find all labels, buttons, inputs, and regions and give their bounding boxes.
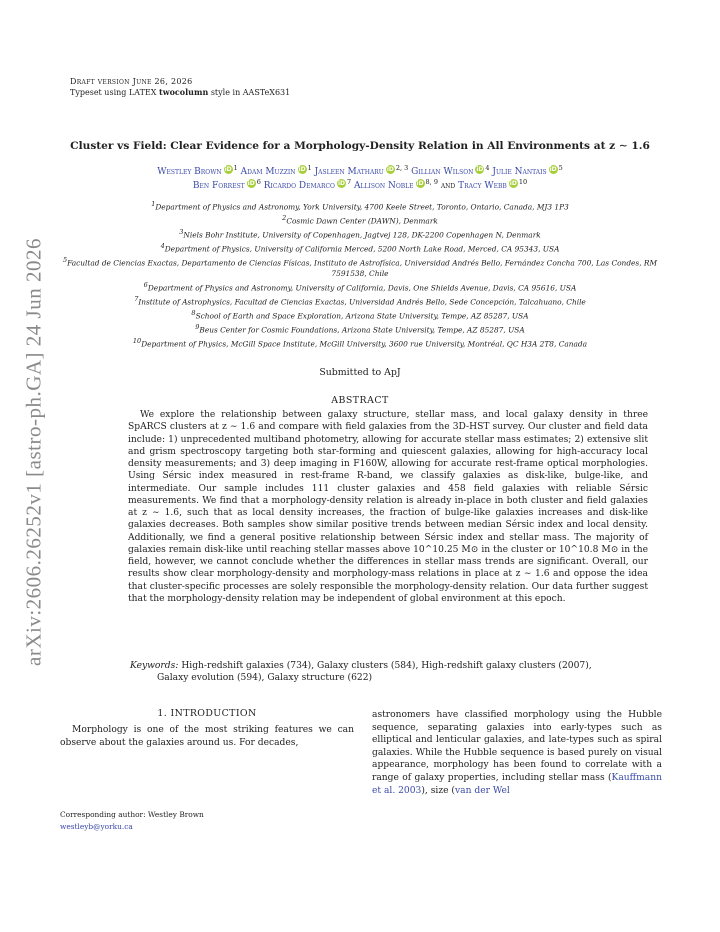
affiliation: $^6$Department of Physics and Astronomy, University of California, Davis, One Shields Avenue, Davis, CA 95616, USA [143,280,577,293]
author-affil-sup: 8, 9 [425,178,438,186]
intro-right-text: ), size ( [421,785,455,796]
orcid-icon[interactable]: iD [476,166,484,173]
corresponding-author: Corresponding author: Westley Brown [60,810,204,819]
affiliation: $^2$Cosmic Dawn Center (DAWN), Denmark [282,214,438,226]
affiliation-list [52,199,668,350]
intro-paragraph-left: Morphology is one of the most striking features we can observe about the galaxies around us. For decades, [60,725,354,748]
orcid-icon[interactable]: iD [247,180,255,187]
author-name[interactable]: Ricardo Demarco [263,181,335,191]
author-name[interactable]: Westley Brown [157,167,222,177]
draft-date: June 26, 2026 [132,77,193,86]
affiliation: $^9$Beus Center for Cosmic Foundations, Arizona State University, Tempe, AZ 85287, USA [195,323,525,335]
section-heading-introduction: 1. INTRODUCTION [157,708,257,719]
typeset-text: Typeset using LATEX [70,88,157,97]
paper-title: Cluster vs Field: Clear Evidence for a Morphology-Density Relation in All Environments at z ∼ 1.6 [70,140,650,152]
abstract-heading: ABSTRACT [331,395,389,406]
draft-label: Draft version [70,77,130,86]
affiliation: $^3$Niels Bohr Institute, University of Copenhagen, Jagtvej 128, DK-2200 Copenhagen N, Denmark [179,228,541,240]
keywords-block [130,660,650,685]
author-name[interactable]: Allison Noble [354,181,414,191]
author-name[interactable]: Ben Forrest [192,181,245,191]
author-name[interactable]: Julie Nantais [492,167,547,177]
arxiv-sidebar [0,0,60,932]
author-name[interactable]: Adam Muzzin [240,167,296,177]
author-list-line-2 [60,178,660,191]
intro-right-text: astronomers have classified morphology using the Hubble sequence, separating galaxies into early-types such as elliptical and lenticular galaxies, and late-types such as spiral galaxies. While the Hubble sequence is based purely on visual appearance, morphology has been found to correlate with a range of galaxy properties, including stellar mass ( [372,710,662,783]
author-name[interactable]: Gillian Wilson [411,167,474,177]
typeset-style: twocolumn [159,87,209,97]
abstract-body: We explore the relationship between galaxy structure, stellar mass, and local galaxy density in three SpARCS clusters at z ∼ 1.6 and compare with field galaxies from the 3D-HST survey. Our cluster and field data include: 1) unprecedented multiband photometry, allowing for accurate stellar mass estimates; 2) extensive slit and grism spectroscopy targeting both star-forming and quiescent galaxies, allowing for high-accuracy local density measurements; and 3) deep imaging in F160W, allowing for accurate rest-frame optical morphologies. Using Sérsic index measured in rest-frame R-band, we classify galaxies as disk-like, bulge-like, and intermediate. Our sample includes 111 cluster galaxies and 458 field galaxies with reliable Sérsic measurements. We find that a morphology-density relation is already in-place in both cluster and field galaxies at z ∼ 1.6, such that as local density increases, the fraction of bulge-like galaxies increases and disk-like galaxies decreases. Both samples show similar positive trends between median Sérsic index and local density. Additionally, we find a general positive relationship between Sérsic index and stellar mass. The majority of galaxies remain disk-like until reaching stellar masses above 10^10.25 M⊙ in the cluster or 10^10.8 M⊙ in the field, however, we cannot conclude whether the differences in stellar mass trends are significant. Overall, our results show clear morphology-density and morphology-mass relations in place at z ∼ 1.6 and oppose the idea that cluster-specific processes are solely responsible the morphology-density relation. Our data further suggest that the morphology-density relation may be independent of global environment at this epoch. [128,410,648,604]
typeset-tail: style in AASTeX631 [210,88,291,97]
author-name[interactable]: Tracy Webb [458,181,507,191]
keywords-label: Keywords: [130,661,179,671]
author-affil-sup: 1 [307,164,312,172]
author-name[interactable]: Jasleen Matharu [314,167,384,177]
orcid-icon[interactable]: iD [386,166,394,173]
submitted-note: Submitted to ApJ [319,367,401,378]
affiliation: $^4$Department of Physics, University of California Merced, 5200 North Lake Road, Merced, CA 95343, USA [160,242,560,254]
affiliation: $^8$School of Earth and Space Exploration, Arizona State University, Tempe, AZ 85287, USA [191,309,529,321]
orcid-icon[interactable]: iD [509,180,517,187]
orcid-icon[interactable]: iD [549,166,557,173]
intro-paragraph-right [372,709,662,797]
author-affil-sup: 7 [346,178,352,186]
affiliation: $^{10}$Department of Physics, McGill Space Institute, McGill University, 3600 rue University, Montréal, QC H3A 2T8, Canada [132,337,588,349]
author-affil-sup: 4 [485,164,490,172]
orcid-icon[interactable]: iD [298,166,306,173]
typeset-line [70,87,290,97]
author-affil-sup: 1 [233,164,238,172]
citation-link[interactable]: Kauffmann et al. 2003 [372,772,662,796]
orcid-icon[interactable]: iD [224,166,232,173]
keywords-line-2: Galaxy evolution (594), Galaxy structure (622) [157,673,373,684]
and-word: and [440,181,456,191]
author-affil-sup: 5 [558,164,563,172]
draft-version-line [70,77,193,86]
author-affil-sup: 10 [518,178,528,186]
orcid-icon[interactable]: iD [337,180,345,187]
author-email-link[interactable]: westleyb@yorku.ca [60,822,133,831]
arxiv-identifier: arXiv:2606.26252v1 [astro-ph.GA] 24 Jun 2026 [21,238,46,666]
citation-link[interactable]: van der Wel [455,785,510,796]
affiliation: $^5$Facultad de Ciencias Exactas, Departamento de Ciencias Físicas, Instituto de Astrofísica, Universidad Andrés Bello, Fernández Concha 700, Las Condes, RM 7591538, Chile [62,256,658,279]
affiliation: $^1$Department of Physics and Astronomy, York University, 4700 Keele Street, Toronto, Ontario, Canada, MJ3 1P3 [151,200,569,212]
author-affil-sup: 6 [256,178,261,186]
author-list-line-1 [60,164,660,177]
orcid-icon[interactable]: iD [416,180,424,187]
affiliation: $^7$Institute of Astrophysics, Facultad de Ciencias Exactas, Universidad Andrés Bello, Sede Concepción, Talcahuano, Chile [134,294,586,307]
author-affil-sup: 2, 3 [395,164,409,172]
keywords-line-1: High-redshift galaxies (734), Galaxy clusters (584), High-redshift galaxy clusters (2007), [181,661,592,671]
